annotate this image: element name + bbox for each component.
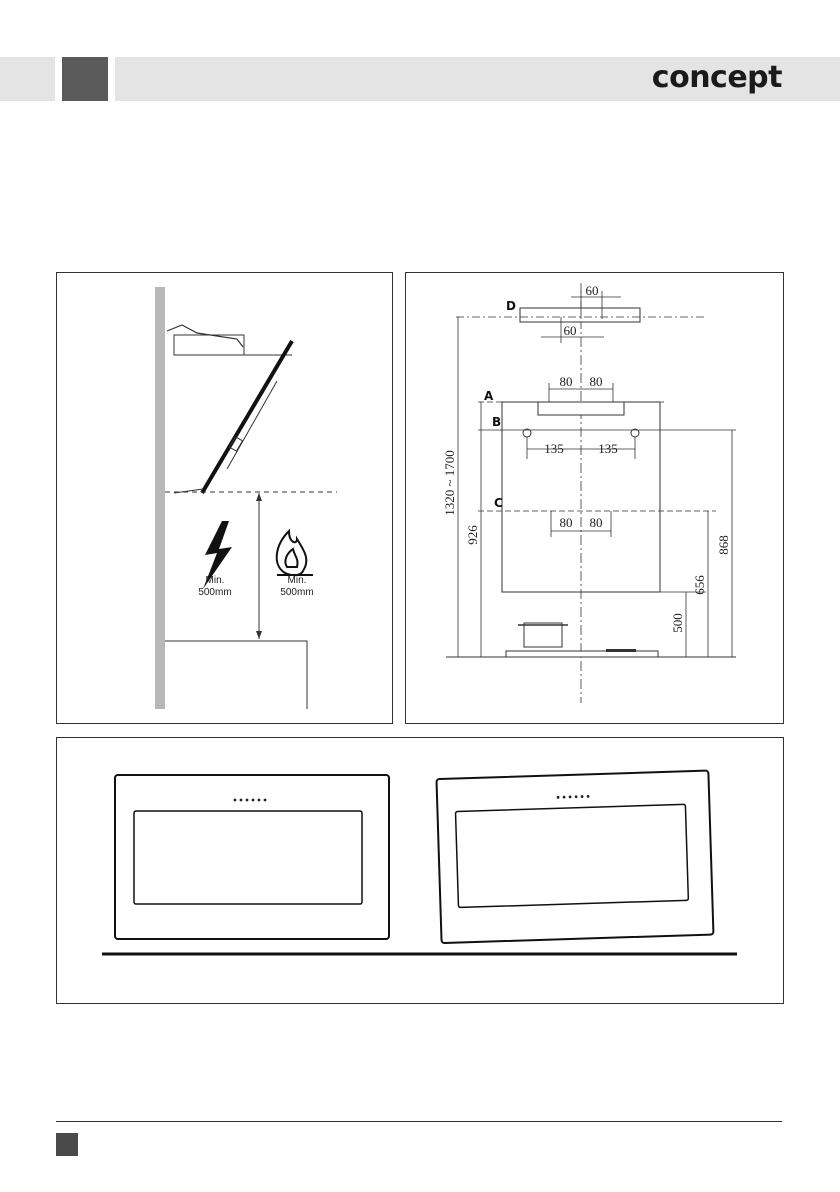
header-square: [62, 57, 108, 101]
footer-divider: [56, 1121, 782, 1122]
label-b: B: [492, 415, 502, 429]
bracket-d: [520, 308, 640, 322]
front-view-panel: [56, 737, 784, 1004]
side-view-diagram: [57, 273, 392, 723]
side-view-panel: [56, 272, 393, 724]
dim-d-top: 60: [585, 283, 599, 298]
hood-front-tilted: [436, 771, 713, 943]
dim-a-left: 80: [559, 374, 573, 389]
dim-range: 1320 ~ 1700: [442, 450, 457, 516]
label-c: C: [494, 496, 503, 510]
hood-front-straight: [115, 775, 389, 939]
brand-logo: concept: [651, 60, 782, 95]
glass-panel: [202, 341, 292, 493]
label-d: D: [506, 299, 516, 313]
dim-d-bottom: 60: [563, 323, 577, 338]
dim-b-right: 135: [598, 441, 618, 456]
header-bar-left: [0, 57, 55, 101]
dimension-diagram: [406, 273, 783, 723]
counter: [165, 641, 307, 709]
wall: [155, 287, 165, 709]
gas-min-label: Min.: [287, 575, 307, 586]
dimension-panel: [405, 272, 784, 724]
electric-min-distance: 500mm: [198, 587, 232, 598]
footer-square: [56, 1133, 78, 1156]
dim-868: 868: [716, 535, 731, 555]
label-a: A: [484, 389, 494, 403]
gas-hob-icon: [277, 531, 313, 575]
gas-min-distance: 500mm: [280, 587, 314, 598]
dim-c-left: 80: [559, 515, 573, 530]
dim-926: 926: [465, 525, 480, 545]
bracket-a: [538, 402, 624, 415]
dim-a-right: 80: [589, 374, 603, 389]
dim-b-left: 135: [544, 441, 564, 456]
dim-656: 656: [692, 575, 707, 595]
dim-500: 500: [670, 613, 685, 633]
front-view-diagram: [57, 738, 783, 1003]
pot: [524, 623, 562, 647]
electric-min-label: Min.: [205, 575, 225, 586]
dim-c-right: 80: [589, 515, 603, 530]
